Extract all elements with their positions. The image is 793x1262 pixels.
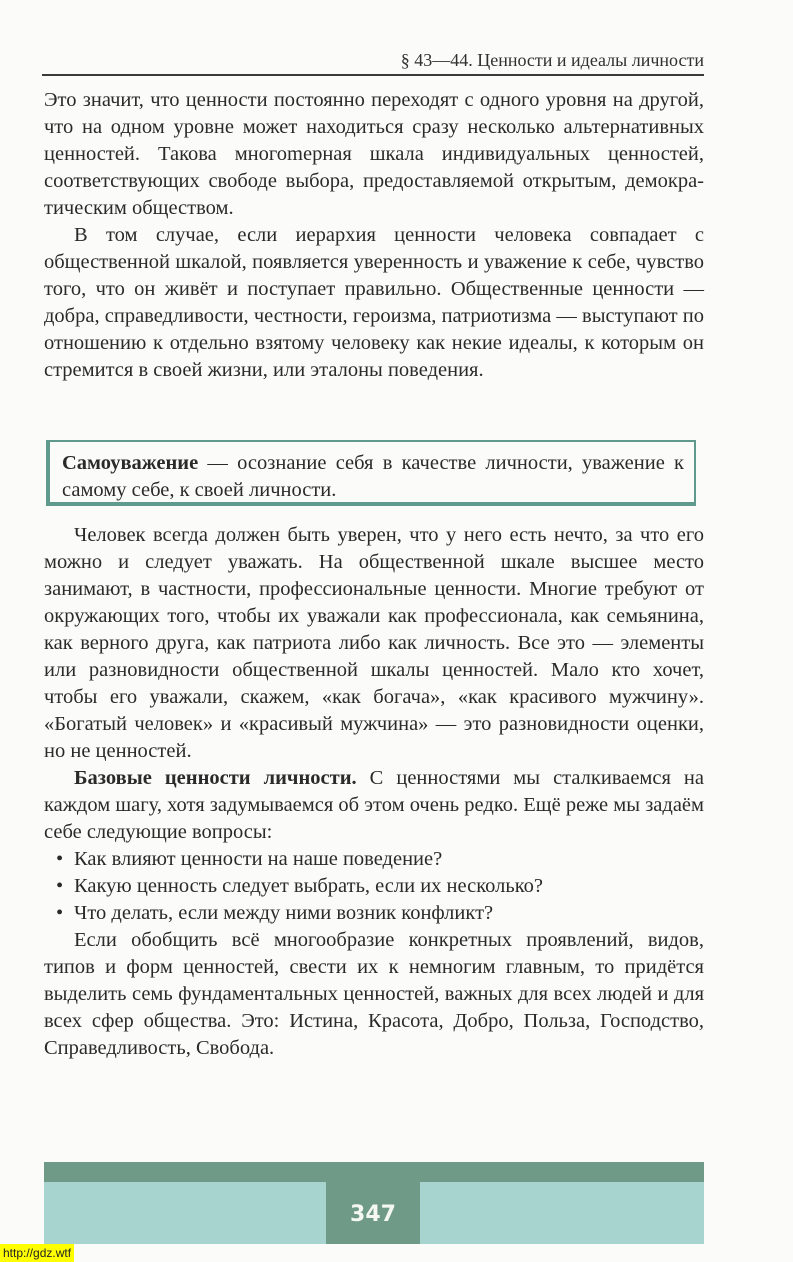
text-block-main xyxy=(44,522,704,1062)
watermark-link[interactable]: http://gdz.wtf xyxy=(0,1244,74,1262)
definition-text: — осознание себя в качестве личности, уважение к самому себе, к своей личности. xyxy=(62,452,684,501)
paragraph: Если обобщить всё многообразие конкретных проявлений, видов, типов и форм ценностей, свести их к немногим главным, то придётся выделить семь фундаментальных ценностей, важных для всех людей и для всех сфер общества. Это: Истина, Красота, Добро, Польза, Господство, Справедливость, Свобода. xyxy=(44,929,704,1059)
text-block-top xyxy=(44,87,704,384)
question-list xyxy=(44,846,704,927)
section-heading: Базовые ценности личности. xyxy=(74,767,357,789)
running-header: § 43—44. Ценности и идеалы личности xyxy=(42,48,704,76)
definition-term: Самоуважение xyxy=(62,452,199,474)
list-item: • Как влияют ценности на наше поведение? xyxy=(44,846,704,873)
footer-band xyxy=(44,1162,704,1182)
paragraph: Человек всегда должен быть уверен, что у него есть нечто, за что его можно и следует уважать. На общественной шкале высшее место занимают, в частности, профессиональные ценности. Многие требуют от окружающих того, чтобы их уважали как профессионала, как семьянина, как верного друга, как патриота либо как личность. Все это — элементы или разновидности общественной шкалы ценностей. Мало кто хочет, чтобы его уважали, скажем, «как богача», «как красивого мужчину». «Богатый человек» и «красивый мужчина» — это разновидности оценки, но не ценностей. xyxy=(44,524,704,762)
footer-panel-left xyxy=(44,1182,326,1244)
paragraph-basic-values xyxy=(44,765,704,846)
list-item: • Какую ценность следует выбрать, если их несколько? xyxy=(44,873,704,900)
footer-panel-right xyxy=(420,1182,704,1244)
page-number: 347 xyxy=(326,1182,420,1244)
definition-box xyxy=(46,440,696,506)
paragraph: В том случае, если иерархия ценности человека совпадает с общественной шкалой, появляется уверенность и уважение к себе, чувство того, что он живёт и поступает правильно. Общественные ценности — добра, справедливости, честности, героизма, патриотизма — выступают по отношению к отдельно взятому человеку как некие идеалы, к которым он стремится в своей жизни, или эталоны поведения. xyxy=(44,224,704,381)
paragraph-text: С ценностями мы сталкиваемся на каждом шагу, хотя задумываемся об этом очень редко. Ещё реже мы задаём себе следующие вопросы: xyxy=(44,767,705,843)
list-item: • Что делать, если между ними возник конфликт? xyxy=(44,900,704,927)
paragraph: Это значит, что ценности постоянно переходят с одного уровня на другой, что на одном уровне может находиться сразу несколько альтернативных ценностей. Такова многоmерная шкала индивидуальных ценностей, соответствующих свободе выбора, предоставляемой открытым, демократическим обществом. xyxy=(44,89,704,219)
